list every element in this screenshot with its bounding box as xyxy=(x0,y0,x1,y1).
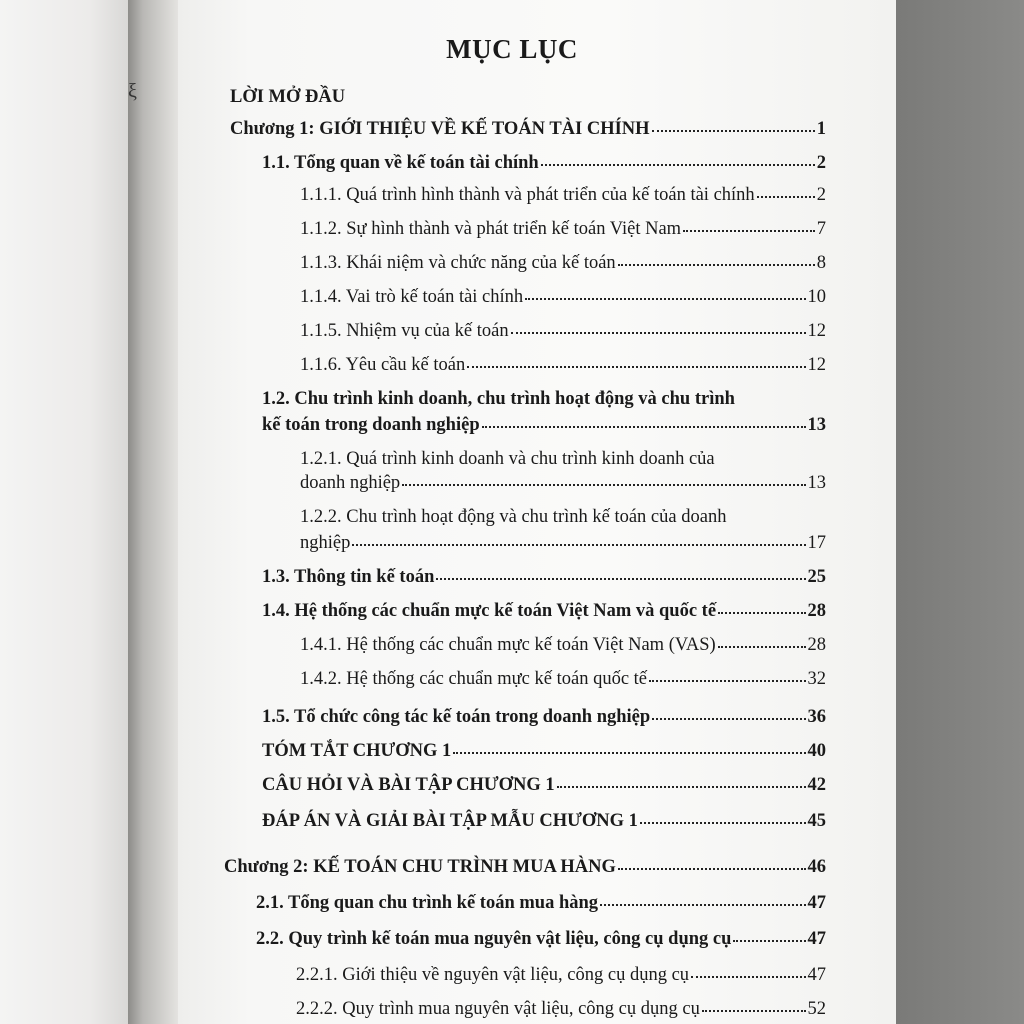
leader-dots xyxy=(525,297,805,300)
toc-page: 1 xyxy=(816,119,826,139)
leader-dots xyxy=(482,425,806,428)
leader-dots xyxy=(640,821,806,824)
toc-entry-1-1-3[interactable] xyxy=(300,252,826,274)
toc-label: 1.5. Tổ chức công tác kế toán trong doanh nghiệp xyxy=(262,707,651,727)
toc-page: 13 xyxy=(807,473,826,493)
toc-label: CÂU HỎI VÀ BÀI TẬP CHƯƠNG 1 xyxy=(262,775,555,795)
toc-entry-1-2-1-line1: 1.2.1. Quá trình kinh doanh và chu trình kinh doanh của xyxy=(300,449,715,469)
leader-dots xyxy=(436,577,805,580)
toc-entry-1-1-5[interactable] xyxy=(300,320,826,342)
toc-page: 47 xyxy=(807,965,826,985)
leader-dots xyxy=(757,195,815,198)
toc-entry-1-1-6[interactable] xyxy=(300,354,826,376)
toc-page: 2 xyxy=(816,185,826,205)
leader-dots xyxy=(402,483,805,486)
leader-dots xyxy=(453,751,805,754)
leader-dots xyxy=(718,611,805,614)
toc-page: 25 xyxy=(807,567,826,587)
toc-page: 12 xyxy=(807,321,826,341)
page-title: MỤC LỤC xyxy=(446,34,578,64)
toc-entry-1-3[interactable] xyxy=(262,566,826,588)
toc-label: 1.1.2. Sự hình thành và phát triển kế toán Việt Nam xyxy=(300,219,682,239)
toc-label: doanh nghiệp xyxy=(300,473,401,493)
toc-entry-1-2-2-line1: 1.2.2. Chu trình hoạt động và chu trình kế toán của doanh xyxy=(300,507,727,527)
toc-page: 2 xyxy=(816,153,826,173)
toc-page: 32 xyxy=(807,669,826,689)
toc-entry-summary-1[interactable] xyxy=(262,740,826,762)
toc-entry-1-2-2[interactable] xyxy=(300,532,826,554)
leader-dots xyxy=(511,331,806,334)
toc-page: 7 xyxy=(816,219,826,239)
toc-label: ĐÁP ÁN VÀ GIẢI BÀI TẬP MẪU CHƯƠNG 1 xyxy=(262,811,638,831)
toc-label: 1.4.2. Hệ thống các chuẩn mực kế toán quốc tế xyxy=(300,669,648,689)
toc-page: 28 xyxy=(807,635,826,655)
toc-page: 13 xyxy=(807,415,826,435)
toc-label: Chương 1: GIỚI THIỆU VỀ KẾ TOÁN TÀI CHÍNH xyxy=(230,119,650,139)
toc-label: 1.1.3. Khái niệm và chức năng của kế toán xyxy=(300,253,616,273)
background-right xyxy=(896,0,1024,1024)
background-left xyxy=(0,0,128,1024)
toc-page: 47 xyxy=(807,929,826,949)
leader-dots xyxy=(683,229,815,232)
toc-page: 36 xyxy=(807,707,826,727)
toc-entry-2-2-2[interactable] xyxy=(296,998,826,1020)
toc-entry-1-4-1[interactable] xyxy=(300,634,826,656)
toc-label: 1.1.6. Yêu cầu kế toán xyxy=(300,355,466,375)
toc-label: nghiệp xyxy=(300,533,351,553)
toc-page: 28 xyxy=(807,601,826,621)
toc-entry-1-2[interactable] xyxy=(262,414,826,436)
leader-dots xyxy=(541,163,815,166)
toc-label: 1.4. Hệ thống các chuẩn mực kế toán Việt Nam và quốc tế xyxy=(262,601,717,621)
toc-page: 12 xyxy=(807,355,826,375)
leader-dots xyxy=(718,645,806,648)
toc-entry-chapter-2[interactable] xyxy=(224,856,826,878)
toc-label: 2.2.2. Quy trình mua nguyên vật liệu, công cụ dụng cụ xyxy=(296,999,700,1019)
toc-page: 10 xyxy=(807,287,826,307)
leader-dots xyxy=(702,1009,806,1012)
toc-page: 52 xyxy=(807,999,826,1019)
spine-mark: ξ xyxy=(128,80,137,102)
toc-entry-1-4-2[interactable] xyxy=(300,668,826,690)
toc-entry-2-1[interactable] xyxy=(256,892,826,914)
toc-entry-answers-1[interactable] xyxy=(262,810,826,832)
leader-dots xyxy=(733,939,805,942)
leader-dots xyxy=(618,867,806,870)
toc-page: 40 xyxy=(807,741,826,761)
toc-label: 2.2. Quy trình kế toán mua nguyên vật liệu, công cụ dụng cụ xyxy=(256,929,732,949)
leader-dots xyxy=(467,365,805,368)
leader-dots xyxy=(649,679,805,682)
toc-page: 45 xyxy=(807,811,826,831)
leader-dots xyxy=(557,785,806,788)
leader-dots xyxy=(618,263,815,266)
toc-entry-1-5[interactable] xyxy=(262,706,826,728)
toc-entry-1-1-4[interactable] xyxy=(300,286,826,308)
toc-label: Chương 2: KẾ TOÁN CHU TRÌNH MUA HÀNG xyxy=(224,857,616,877)
toc-entry-questions-1[interactable] xyxy=(262,774,826,796)
toc-page: 46 xyxy=(807,857,826,877)
toc-label: 1.1.5. Nhiệm vụ của kế toán xyxy=(300,321,509,341)
toc-label: 1.3. Thông tin kế toán xyxy=(262,567,435,587)
leader-dots xyxy=(691,975,805,978)
toc-entry-1-4[interactable] xyxy=(262,600,826,622)
toc-label: 1.1.4. Vai trò kế toán tài chính xyxy=(300,287,524,307)
toc-entry-1-2-1[interactable] xyxy=(300,472,826,494)
preface-heading: LỜI MỞ ĐẦU xyxy=(230,87,346,107)
leader-dots xyxy=(652,129,815,132)
toc-label: 2.2.1. Giới thiệu về nguyên vật liệu, công cụ dụng cụ xyxy=(296,965,690,985)
toc-label: 1.1.1. Quá trình hình thành và phát triển của kế toán tài chính xyxy=(300,185,755,205)
toc-entry-1-1[interactable] xyxy=(262,152,826,174)
toc-label: 1.1. Tổng quan về kế toán tài chính xyxy=(262,153,539,173)
toc-entry-2-2[interactable] xyxy=(256,928,826,950)
leader-dots xyxy=(652,717,805,720)
leader-dots xyxy=(600,903,805,906)
toc-page: 47 xyxy=(807,893,826,913)
toc-entry-1-1-2[interactable] xyxy=(300,218,826,240)
toc-entry-1-2-line1: 1.2. Chu trình kinh doanh, chu trình hoạt động và chu trình xyxy=(262,389,735,409)
toc-entry-chapter-1[interactable] xyxy=(230,118,826,140)
toc-page: 17 xyxy=(807,533,826,553)
toc-entry-2-2-1[interactable] xyxy=(296,964,826,986)
toc-label: TÓM TẮT CHƯƠNG 1 xyxy=(262,741,452,761)
leader-dots xyxy=(352,543,805,546)
toc-label: 2.1. Tổng quan chu trình kế toán mua hàng xyxy=(256,893,599,913)
toc-page: 42 xyxy=(807,775,826,795)
toc-label: 1.4.1. Hệ thống các chuẩn mực kế toán Việt Nam (VAS) xyxy=(300,635,716,655)
book-spine xyxy=(128,0,178,1024)
toc-label: kế toán trong doanh nghiệp xyxy=(262,415,480,435)
toc-page: 8 xyxy=(816,253,826,273)
toc-entry-1-1-1[interactable] xyxy=(300,184,826,206)
